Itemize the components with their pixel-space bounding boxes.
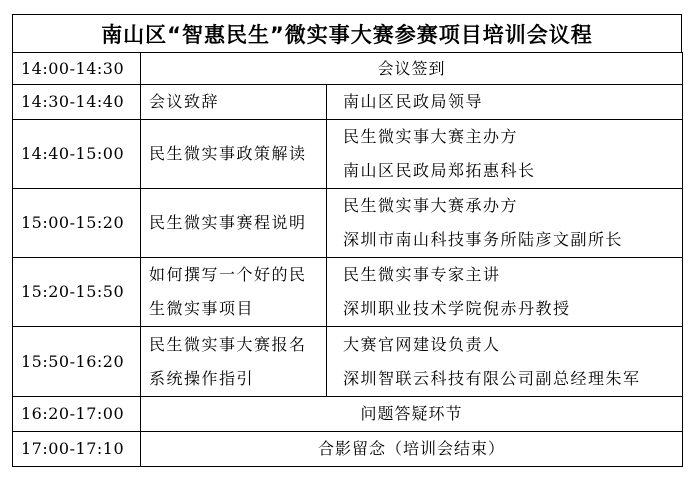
agenda-item: 合影留念（培训会结束） <box>141 432 683 467</box>
time-cell: 15:50-16:20 <box>13 327 141 397</box>
speaker-name: 南山区民政局郑拓惠科长 <box>343 161 536 180</box>
speaker-cell <box>327 85 683 120</box>
time-cell: 15:00-15:20 <box>13 189 141 258</box>
speaker-name: 深圳智联云科技有限公司副总经理朱军 <box>343 368 641 388</box>
topic-cell <box>141 258 327 327</box>
time-cell: 14:40-15:00 <box>13 120 141 189</box>
topic-cell: 民生微实事赛程说明 <box>141 189 327 258</box>
topic-line: 生微实事项目 <box>149 299 255 318</box>
topic-cell <box>141 327 327 397</box>
agenda-table <box>12 52 683 467</box>
time-cell: 16:20-17:00 <box>13 397 141 432</box>
speaker-role: 民生微实事大赛主办方 <box>343 127 519 146</box>
table-row <box>13 53 683 85</box>
time-cell: 17:00-17:10 <box>13 432 141 467</box>
speaker-cell <box>327 120 683 189</box>
topic-line: 如何撰写一个好的民 <box>149 265 307 284</box>
table-row <box>13 189 683 258</box>
speaker-name: 深圳市南山科技事务所陆彦文副所长 <box>343 230 624 249</box>
topic-line: 系统操作指引 <box>149 368 255 388</box>
time-cell: 14:30-14:40 <box>13 85 141 120</box>
topic-cell: 民生微实事政策解读 <box>141 120 327 189</box>
speaker-cell <box>327 258 683 327</box>
agenda-item: 会议签到 <box>141 53 683 85</box>
table-row <box>13 327 683 397</box>
table-row <box>13 397 683 432</box>
speaker-role: 大赛官网建设负责人 <box>343 334 501 354</box>
document-title: 南山区“智惠民生”微实事大赛参赛项目培训会议程 <box>12 14 682 52</box>
speaker-cell <box>327 327 683 397</box>
speaker-cell <box>327 189 683 258</box>
table-row <box>13 258 683 327</box>
speaker-line: 南山区民政局领导 <box>343 92 484 111</box>
speaker-role: 民生微实事大赛承办方 <box>343 196 519 215</box>
topic-line: 民生微实事大赛报名 <box>149 334 307 354</box>
table-row <box>13 432 683 467</box>
speaker-role: 民生微实事专家主讲 <box>343 265 501 284</box>
table-row <box>13 85 683 120</box>
speaker-name: 深圳职业技术学院倪赤丹教授 <box>343 299 571 318</box>
agenda-item: 问题答疑环节 <box>141 397 683 432</box>
table-row <box>13 120 683 189</box>
topic-cell: 会议致辞 <box>141 85 327 120</box>
time-cell: 15:20-15:50 <box>13 258 141 327</box>
time-cell: 14:00-14:30 <box>13 53 141 85</box>
